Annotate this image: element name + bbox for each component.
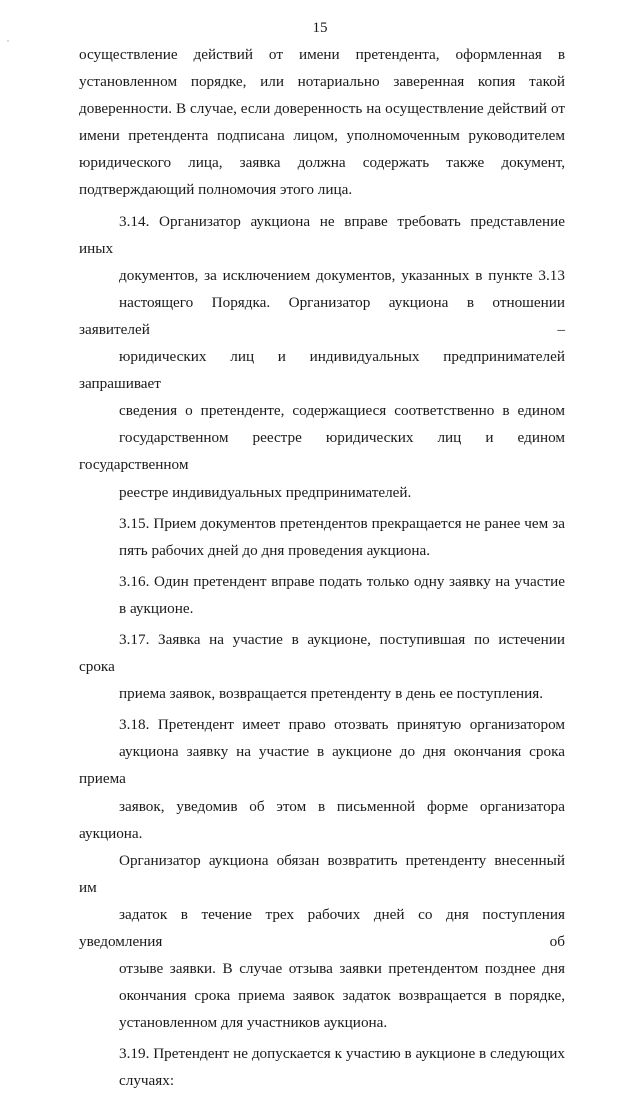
paragraph-p3-15 [79, 510, 565, 564]
text-line: документов, за исключением документов, указанных в пункте 3.13 [119, 266, 565, 284]
text-line: 3.15. Прием документов претендентов прекращается не ранее чем за [119, 514, 565, 532]
text-line: 3.14. Организатор аукциона не вправе требовать представление иных [79, 212, 565, 257]
paragraph-p3-16 [79, 568, 565, 622]
text-line: установленном для участников аукциона. [119, 1014, 388, 1032]
text-line: 3.16. Один претендент вправе подать только одну заявку на участие [119, 572, 565, 590]
text-line: сведения о претенденте, содержащиеся соответственно в едином [119, 402, 565, 420]
text-line: осуществление действий от имени претендента, оформленная в [79, 46, 565, 63]
page-number: 15 [312, 20, 328, 36]
paragraph-p3-19 [79, 1040, 565, 1094]
text-line: 3.17. Заявка на участие в аукционе, поступившая по истечении срока [79, 630, 565, 676]
paragraph-p3-17 [79, 626, 565, 707]
text-line: приема заявок, возвращается претенденту в день ее поступления. [119, 685, 543, 703]
text-line: имени претендента подписана лицом, уполномоченным руководителем [79, 127, 565, 145]
document-body [79, 41, 565, 1095]
text-line: установленном порядке, или нотариально заверенная копия такой [79, 73, 565, 91]
paragraph-p3-14 [79, 208, 565, 506]
paragraph-p3-18 [79, 711, 565, 1036]
text-line: в аукционе. [119, 599, 194, 617]
text-line: задаток в течение трех рабочих дней со дня поступления уведомления об [79, 905, 565, 950]
text-line: государственном реестре юридических лиц и едином государственном [79, 429, 565, 474]
text-line: случаях: [119, 1072, 175, 1090]
text-line: заявок, уведомив об этом в письменной форме организатора аукциона. [79, 797, 565, 842]
text-line: подтверждающий полномочия этого лица. [79, 181, 353, 199]
text-line: отзыве заявки. В случае отзыва заявки претендентом позднее дня [119, 960, 565, 978]
text-line: реестре индивидуальных предпринимателей. [119, 483, 412, 501]
text-line: юридических лиц и индивидуальных предпринимателей запрашивает [79, 348, 565, 393]
scan-speck [7, 40, 9, 42]
text-line: Организатор аукциона обязан возвратить претенденту внесенный им [79, 851, 565, 896]
text-line: юридического лица, заявка должна содержать также документ, [79, 154, 565, 172]
text-line: пять рабочих дней до дня проведения аукциона. [119, 541, 431, 559]
text-line: аукциона заявку на участие в аукционе до дня окончания срока приема [79, 743, 565, 788]
paragraph-p0 [79, 41, 565, 204]
text-line: настоящего Порядка. Организатор аукциона в отношении заявителей – [79, 293, 565, 338]
text-line: 3.18. Претендент имеет право отозвать принятую организатором [119, 716, 565, 734]
text-line: доверенности. В случае, если доверенность на осуществление действий от [79, 100, 565, 118]
text-line: окончания срока приема заявок задаток возвращается в порядке, [119, 987, 565, 1005]
text-line: 3.19. Претендент не допускается к участию в аукционе в следующих [119, 1045, 565, 1063]
